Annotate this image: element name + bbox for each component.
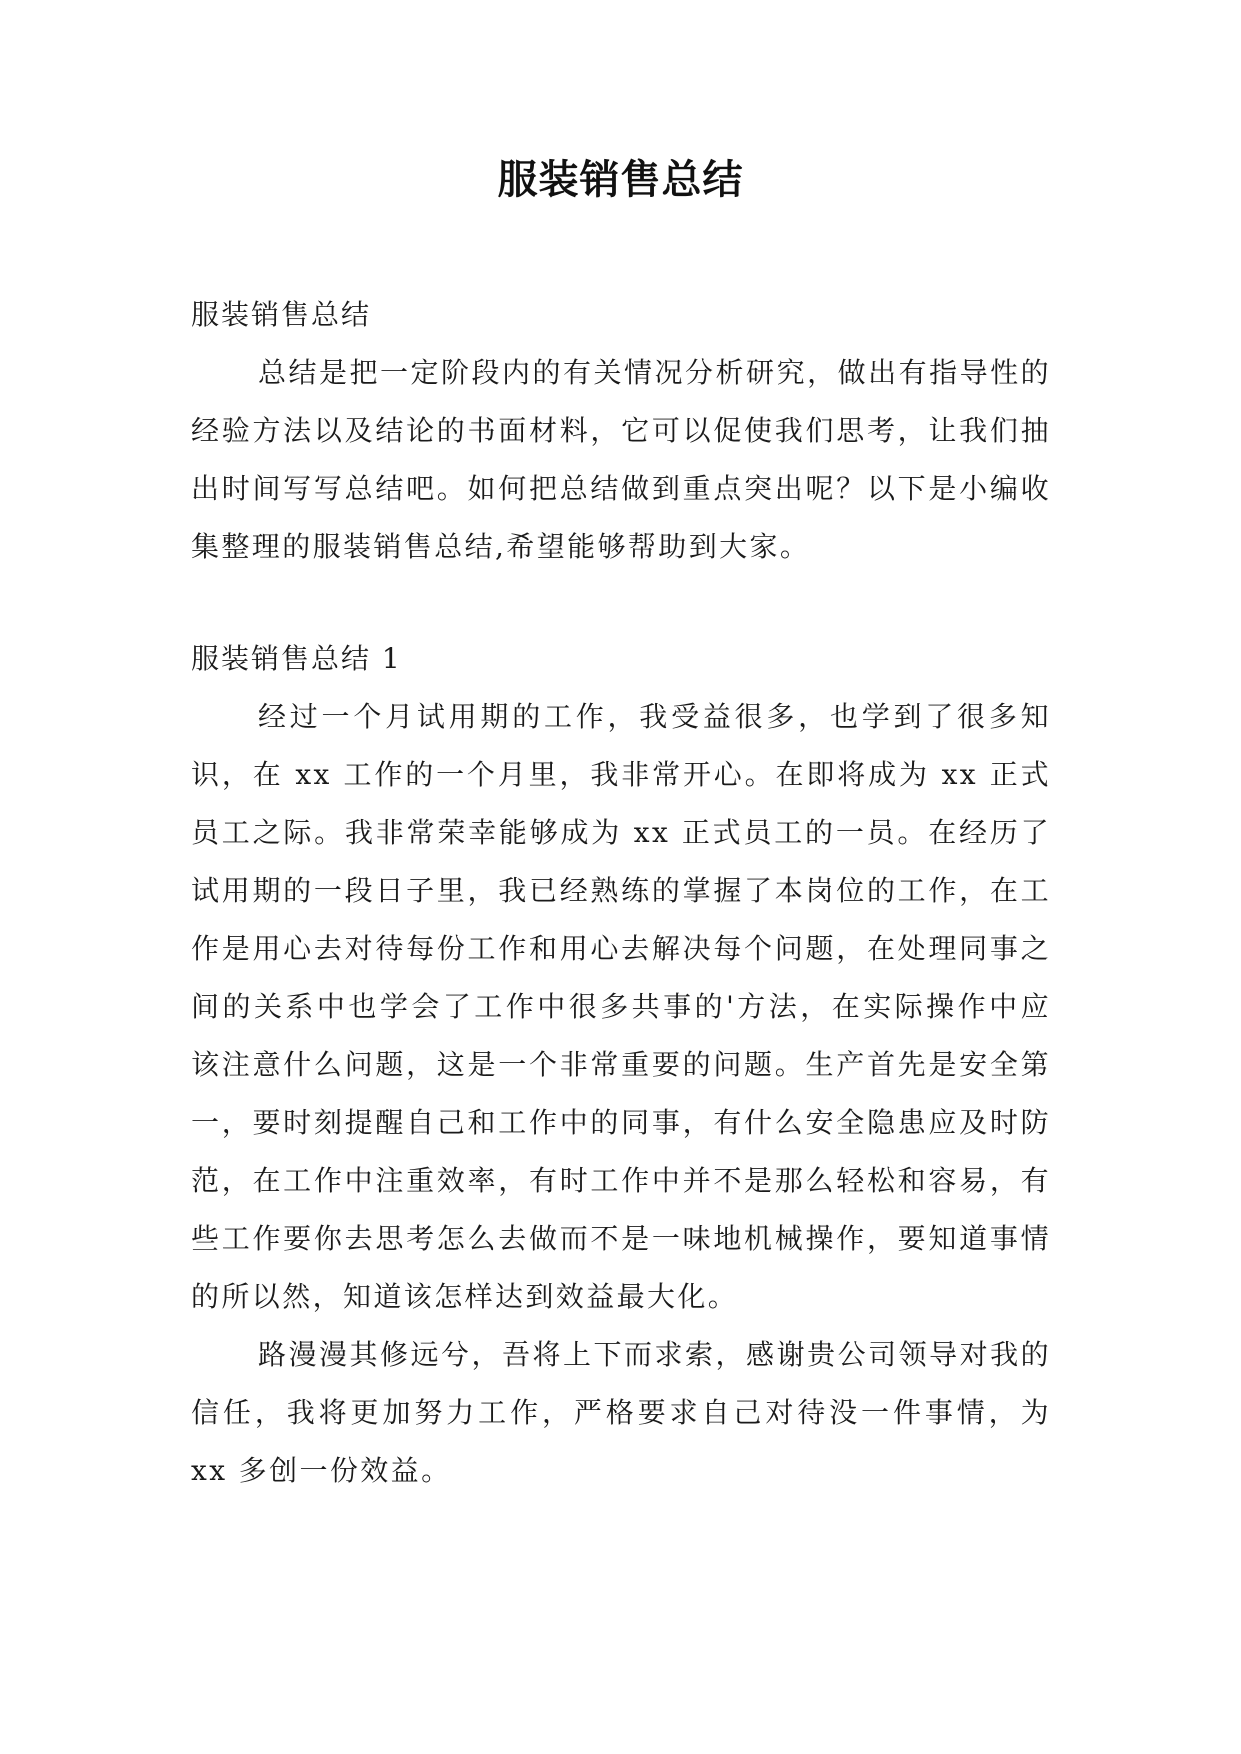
section-spacer — [191, 576, 1051, 630]
intro-heading: 服装销售总结 — [191, 298, 372, 331]
section1-heading: 服装销售总结 1 — [191, 642, 402, 675]
document-title: 服装销售总结 — [497, 157, 744, 203]
document-body — [191, 286, 1051, 1500]
intro-paragraph: 总结是把一定阶段内的有关情况分析研究，做出有指导性的经验方法以及结论的书面材料，它可以促使我们思考，让我们抽出时间写写总结吧。如何把总结做到重点突出呢？以下是小编收集整理的服装销售总结,希望能够帮助到大家。 — [191, 356, 1051, 563]
section1-paragraph-2: 路漫漫其修远兮，吾将上下而求索，感谢贵公司领导对我的信任，我将更加努力工作，严格要求自己对待没一件事情，为 xx 多创一份效益。 — [191, 1338, 1051, 1487]
section1-paragraph-1: 经过一个月试用期的工作，我受益很多，也学到了很多知识，在 xx 工作的一个月里，我非常开心。在即将成为 xx 正式员工之际。我非常荣幸能够成为 xx 正式员工的一员。在经历了试用期的一段日子里，我已经熟练的掌握了本岗位的工作，在工作是用心去对待每份工作和用心去解决每个问题，在处理同事之间的关系中也学会了工作中很多共事的'方法，在实际操作中应该注意什么问题，这是一个非常重要的问题。生产首先是安全第一，要时刻提醒自己和工作中的同事，有什么安全隐患应及时防范，在工作中注重效率，有时工作中并不是那么轻松和容易，有些工作要你去思考怎么去做而不是一味地机械操作，要知道事情的所以然，知道该怎样达到效益最大化。 — [191, 700, 1051, 1313]
